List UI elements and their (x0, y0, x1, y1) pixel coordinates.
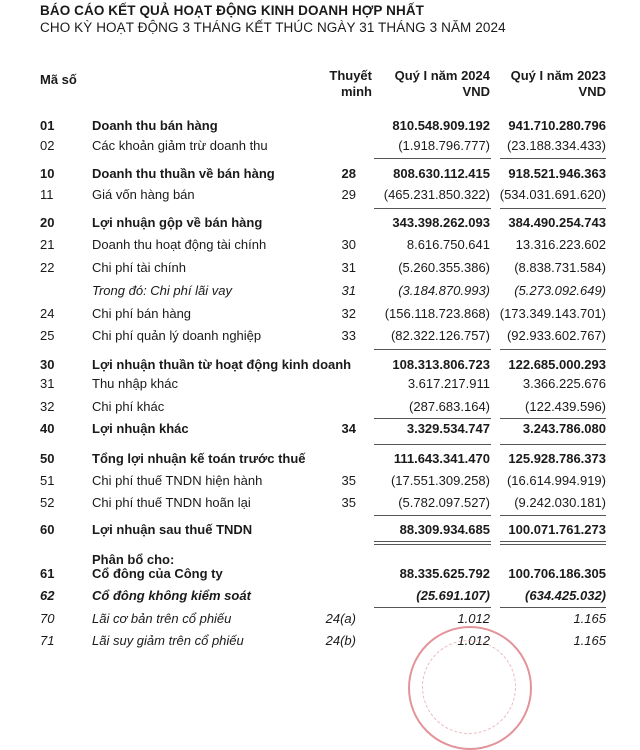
table-row (0, 164, 640, 184)
row-code: 51 (40, 473, 55, 488)
subtotal-rule (374, 515, 491, 516)
row-label: Chi phí thuế TNDN hoãn lại (92, 495, 251, 510)
subtotal-rule (374, 607, 491, 608)
table-row (0, 419, 640, 439)
row-value-2023: (5.273.092.649) (514, 283, 606, 298)
report-title: BÁO CÁO KẾT QUẢ HOẠT ĐỘNG KINH DOANH HỢP NHẤT (40, 3, 425, 18)
row-value-2024: 3.617.217.911 (407, 376, 490, 391)
row-code: 60 (40, 522, 55, 537)
row-value-2024: 108.313.806.723 (392, 357, 490, 372)
header-note-line2: minh (340, 84, 372, 99)
row-label: Chi phí quản lý doanh nghiệp (92, 328, 262, 343)
table-row (0, 586, 640, 606)
row-value-2023: (122.439.596) (525, 399, 606, 414)
row-value-2023: (16.614.994.919) (506, 473, 606, 488)
row-code: 71 (40, 633, 55, 648)
row-label: Lợi nhuận sau thuế TNDN (92, 522, 253, 537)
row-value-2023: 1.165 (573, 633, 606, 648)
table-row (0, 374, 640, 394)
row-note: 35 (341, 473, 356, 488)
row-value-2024: (287.683.164) (409, 399, 490, 414)
header-q1-2023 (466, 68, 606, 100)
subtotal-rule (500, 158, 606, 159)
table-row (0, 185, 640, 205)
table-row (0, 326, 640, 346)
row-label: Chi phí tài chính (92, 260, 186, 275)
total-rule (500, 544, 606, 545)
row-note: 24(a) (325, 611, 356, 626)
row-label: Lợi nhuận khác (92, 421, 189, 436)
report-subtitle: CHO KỲ HOẠT ĐỘNG 3 THÁNG KẾT THÚC NGÀY 31 THÁNG 3 NĂM 2024 (40, 20, 506, 35)
row-note: 32 (341, 306, 356, 321)
row-code: 20 (40, 215, 55, 230)
row-label: Chi phí thuế TNDN hiện hành (92, 473, 263, 488)
row-label: Thu nhập khác (92, 376, 179, 391)
row-value-2024: (82.322.126.757) (390, 328, 490, 343)
row-value-2024: 8.616.750.641 (406, 237, 490, 252)
row-value-2023: 3.243.786.080 (522, 421, 606, 436)
table-row (0, 609, 640, 629)
row-note: 28 (341, 166, 356, 181)
total-rule (374, 541, 491, 542)
row-code: 52 (40, 495, 55, 510)
row-label: Doanh thu thuần về bán hàng (92, 166, 275, 181)
row-value-2024: 1.012 (457, 611, 490, 626)
row-value-2024: 1.012 (457, 633, 490, 648)
table-row (0, 258, 640, 278)
row-value-2024: 810.548.909.192 (392, 118, 490, 133)
subtotal-rule (374, 158, 491, 159)
company-seal-inner-ring (422, 640, 516, 734)
row-value-2024: (25.691.107) (416, 588, 490, 603)
table-row (0, 397, 640, 417)
table-row (0, 281, 640, 301)
subtotal-rule (500, 349, 606, 350)
row-value-2023: (173.349.143.701) (499, 306, 606, 321)
row-value-2024: 88.309.934.685 (399, 522, 490, 537)
row-code: 25 (40, 328, 55, 343)
row-value-2023: 918.521.946.363 (508, 166, 606, 181)
row-label: Lợi nhuận thuần từ hoạt động kinh doanh (92, 357, 352, 372)
row-note: 33 (341, 328, 356, 343)
subtotal-rule (500, 208, 606, 209)
row-value-2023: (8.838.731.584) (514, 260, 606, 275)
row-label: Lợi nhuận gộp về bán hàng (92, 215, 263, 230)
table-row (0, 449, 640, 469)
row-note: 31 (341, 260, 356, 275)
row-value-2023: (634.425.032) (525, 588, 606, 603)
row-value-2023: 3.366.225.676 (522, 376, 606, 391)
row-code: 10 (40, 166, 55, 181)
table-row (0, 304, 640, 324)
table-row (0, 213, 640, 233)
row-note: 24(b) (325, 633, 356, 648)
row-code: 40 (40, 421, 55, 436)
row-value-2023: (92.933.602.767) (506, 328, 606, 343)
row-code: 02 (40, 138, 55, 153)
row-code: 62 (40, 588, 55, 603)
row-value-2023: 122.685.000.293 (508, 357, 606, 372)
row-value-2024: 3.329.534.747 (406, 421, 490, 436)
table-row (0, 520, 640, 540)
subtotal-rule (500, 515, 606, 516)
row-label: Chi phí khác (92, 399, 165, 414)
row-label: Trong đó: Chi phí lãi vay (92, 283, 232, 298)
table-row (0, 116, 640, 136)
row-label: Phân bổ cho: (92, 552, 175, 567)
row-value-2024: (156.118.723.868) (384, 306, 490, 321)
table-row (0, 471, 640, 491)
table-row (0, 564, 640, 584)
row-code: 30 (40, 357, 55, 372)
row-value-2024: (465.231.850.322) (383, 187, 490, 202)
row-value-2024: 343.398.262.093 (392, 215, 490, 230)
row-value-2023: (534.031.691.620) (499, 187, 606, 202)
row-value-2024: 111.643.341.470 (393, 451, 490, 466)
row-label: Chi phí bán hàng (92, 306, 192, 321)
row-value-2023: 100.706.186.305 (508, 566, 606, 581)
header-q1-2023-line2: VND (578, 84, 606, 99)
header-q1-2023-line1: Quý I năm 2023 (510, 68, 606, 83)
header-q1-2024-line1: Quý I năm 2024 (394, 68, 490, 83)
table-row (0, 493, 640, 513)
row-value-2024: (1.918.796.777) (398, 138, 490, 153)
subtotal-rule (374, 349, 491, 350)
row-code: 31 (40, 376, 55, 391)
subtotal-rule (374, 208, 491, 209)
row-code: 32 (40, 399, 55, 414)
row-note: 35 (341, 495, 356, 510)
total-rule (500, 541, 606, 542)
row-value-2023: (9.242.030.181) (514, 495, 606, 510)
row-label: Lãi suy giảm trên cổ phiếu (92, 633, 244, 648)
row-value-2023: 100.071.761.273 (508, 522, 606, 537)
row-label: Doanh thu bán hàng (92, 118, 218, 133)
row-code: 61 (40, 566, 55, 581)
row-code: 01 (40, 118, 55, 133)
row-value-2024: (17.551.309.258) (390, 473, 490, 488)
header-q1-2024-line2: VND (462, 84, 490, 99)
row-value-2024: 88.335.625.792 (399, 566, 490, 581)
subtotal-rule (374, 444, 491, 445)
row-note: 30 (341, 237, 356, 252)
row-value-2023: 13.316.223.602 (515, 237, 606, 252)
table-row (0, 235, 640, 255)
subtotal-rule (500, 607, 606, 608)
subtotal-rule (500, 444, 606, 445)
table-row (0, 631, 640, 651)
row-code: 70 (40, 611, 55, 626)
row-label: Doanh thu hoạt động tài chính (92, 237, 267, 252)
row-note: 31 (341, 283, 356, 298)
row-value-2024: 808.630.112.415 (393, 166, 490, 181)
table-row (0, 355, 640, 375)
row-label: Cổ đông của Công ty (92, 566, 223, 581)
row-value-2023: 125.928.786.373 (508, 451, 606, 466)
row-code: 11 (40, 187, 54, 202)
row-note: 34 (341, 421, 356, 436)
row-value-2023: 941.710.280.796 (508, 118, 606, 133)
row-label: Tổng lợi nhuận kế toán trước thuế (92, 451, 306, 466)
row-value-2024: (3.184.870.993) (398, 283, 490, 298)
table-row (0, 136, 640, 156)
row-code: 22 (40, 260, 55, 275)
row-note: 29 (341, 187, 356, 202)
row-label: Cổ đông không kiểm soát (92, 588, 251, 603)
row-value-2023: (23.188.334.433) (506, 138, 606, 153)
row-label: Lãi cơ bản trên cổ phiếu (92, 611, 232, 626)
row-value-2024: (5.782.097.527) (398, 495, 490, 510)
row-label: Giá vốn hàng bán (92, 187, 195, 202)
total-rule (374, 544, 491, 545)
row-value-2023: 384.490.254.743 (508, 215, 606, 230)
header-note-line1: Thuyết (329, 68, 372, 83)
row-code: 50 (40, 451, 55, 466)
row-value-2024: (5.260.355.386) (398, 260, 490, 275)
header-code: Mã số (40, 72, 77, 87)
row-value-2023: 1.165 (573, 611, 606, 626)
row-code: 24 (40, 306, 55, 321)
row-label: Các khoản giảm trừ doanh thu (92, 138, 268, 153)
row-code: 21 (40, 237, 55, 252)
